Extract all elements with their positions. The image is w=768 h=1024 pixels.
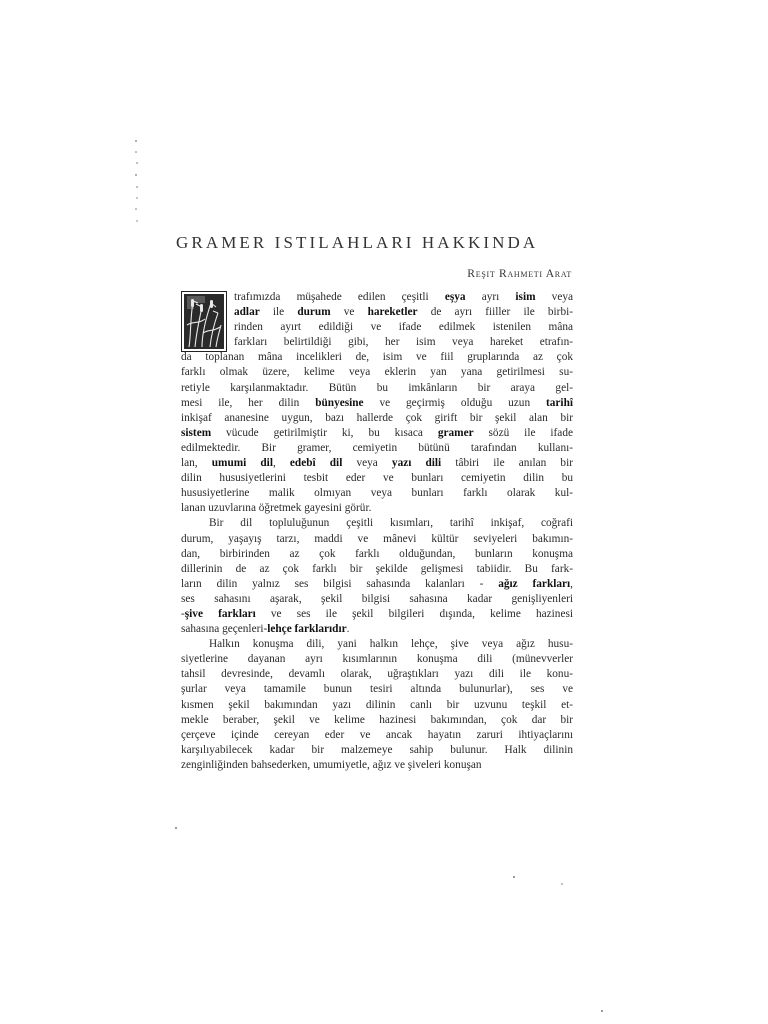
text-run: , bbox=[570, 577, 573, 590]
text-line bbox=[181, 411, 573, 426]
text-run: siyetlerine dayanan ayrı kısımlarının konuşma dili (münevverler bbox=[181, 653, 573, 666]
text-run: edilmektedir. Bir gramer, cemiyetin bütünü tarafından kullanı- bbox=[181, 441, 573, 454]
text-line bbox=[181, 441, 573, 456]
text-line bbox=[181, 396, 573, 411]
text-line bbox=[181, 758, 573, 773]
text-run: de ayrı fiiller ile birbi- bbox=[417, 306, 573, 319]
text-run: ların dilin yalnız ses bilgisi sahasında kalanları - bbox=[181, 577, 499, 590]
text-line bbox=[181, 532, 573, 547]
text-run: - bbox=[181, 607, 185, 620]
text-run: trafımızda müşahede edilen çeşitli bbox=[234, 291, 445, 303]
text-line bbox=[181, 335, 573, 350]
text-run: retiyle karşılanmaktadır. Bütün bu imkânların bir araya gel- bbox=[181, 381, 573, 394]
text-run: veya bbox=[342, 457, 392, 470]
text-line bbox=[181, 698, 573, 713]
emphasized-term: bünyesine bbox=[315, 396, 364, 409]
text-run: mesi ile, her dilin bbox=[181, 396, 316, 409]
text-line bbox=[181, 350, 573, 365]
text-run: zenginliğinden bahsederken, umumiyetle, ağız ve şiveleri konuşan bbox=[181, 758, 482, 771]
text-line bbox=[181, 607, 573, 622]
text-run: ayrı bbox=[465, 291, 516, 303]
emphasized-term: eşya bbox=[444, 291, 466, 303]
text-run: kısmen şekil bakımından yazı dilinin canlı bir uzvunu teşkil et- bbox=[181, 698, 573, 711]
text-run: , bbox=[272, 457, 290, 470]
text-run: mekle beraber, şekil ve kelime hazinesi bakımından, çok dar bir bbox=[181, 713, 573, 726]
text-line bbox=[181, 305, 573, 320]
text-line bbox=[181, 501, 573, 516]
text-run: ve geçirmiş olduğu uzun bbox=[363, 396, 546, 409]
emphasized-term: adlar bbox=[234, 306, 260, 319]
text-line bbox=[181, 592, 573, 607]
emphasized-term: edebî dil bbox=[289, 457, 343, 470]
emphasized-term: ağız farkları bbox=[498, 577, 571, 590]
text-line bbox=[181, 547, 573, 562]
paragraph bbox=[181, 516, 573, 637]
text-line bbox=[181, 652, 573, 667]
text-run: farklı olmak üzere, kelime veya eklerin yan yana getirilmesi su- bbox=[181, 366, 573, 379]
text-run: ile bbox=[259, 306, 298, 319]
emphasized-term: isim bbox=[515, 291, 536, 303]
text-line bbox=[181, 577, 573, 592]
text-run: lan, bbox=[181, 457, 212, 470]
text-run: sözü ile ifade bbox=[473, 426, 573, 439]
text-line bbox=[181, 622, 573, 637]
paragraph bbox=[181, 637, 573, 773]
text-run: Bir dil topluluğunun çeşitli kısımları, tarihî inkişaf, coğrafi bbox=[209, 517, 573, 530]
text-line bbox=[181, 562, 573, 577]
article-body bbox=[181, 290, 573, 773]
text-run: ve bbox=[330, 306, 368, 319]
text-line bbox=[181, 516, 573, 531]
text-run: farkları belirtildiği gibi, her isim veya hareket etrafın- bbox=[234, 336, 573, 349]
text-run: çerçeve içinde cereyan eder ve ancak hayatın zaruri ihtiyaçlarını bbox=[181, 728, 573, 741]
text-line bbox=[181, 486, 573, 501]
text-line bbox=[181, 320, 573, 335]
emphasized-term: şive farkları bbox=[184, 607, 256, 620]
text-run: ses sahasını aşarak, şekil bilgisi sahasına kadar genişliyenleri bbox=[181, 592, 573, 605]
text-run: sahasına geçenleri- bbox=[181, 623, 268, 636]
emphasized-term: yazı dili bbox=[391, 457, 442, 470]
article-title: GRAMER ISTILAHLARI HAKKINDA bbox=[176, 233, 539, 252]
text-run: da toplanan mâna incelikleri de, isim ve fiil gruplarında az çok bbox=[181, 351, 573, 364]
text-run: Halkın konuşma dili, yani halkın lehçe, şive veya ağız husu- bbox=[209, 638, 573, 651]
paragraph bbox=[181, 290, 573, 516]
text-run: tâbiri ile anılan bir bbox=[441, 457, 573, 470]
emphasized-term: tarihî bbox=[546, 396, 573, 409]
text-run: şurlar veya tamamile bunun tesiri altında bulunurlar), ses ve bbox=[181, 683, 573, 696]
text-run: inkişaf ananesine uygun, bazı hallerde çok girift bir şekil alan bir bbox=[181, 411, 573, 424]
text-line bbox=[181, 682, 573, 697]
emphasized-term: umumi dil bbox=[211, 457, 273, 470]
text-line bbox=[181, 381, 573, 396]
text-run: tahsil devresinde, devamlı olarak, uğraştıkları yazı dili ile konu- bbox=[181, 668, 573, 681]
text-run: . bbox=[346, 623, 350, 636]
text-line bbox=[181, 728, 573, 743]
emphasized-term: hareketler bbox=[367, 306, 418, 319]
text-run: hususiyetlerine malik olmıyan veya bunları farklı olarak kul- bbox=[181, 487, 573, 500]
text-line bbox=[181, 713, 573, 728]
text-run: rinden ayırt edildiği ve ifade edilmek istenilen mâna bbox=[234, 321, 573, 334]
text-line bbox=[181, 471, 573, 486]
text-run: vücude getirilmiştir ki, bu kısaca bbox=[211, 426, 438, 439]
text-run: veya bbox=[535, 291, 573, 303]
text-run: dillerinin de az çok farklı bir şekilde gelişmesi tabiidir. Bu fark- bbox=[181, 562, 573, 575]
emphasized-term: sistem bbox=[181, 426, 212, 439]
text-run: durum, yaşayış tarzı, maddi ve mânevi kültür seviyeleri bakımın- bbox=[181, 532, 573, 545]
text-line bbox=[181, 667, 573, 682]
author-byline: Reşit Rahmeti Arat bbox=[467, 267, 572, 280]
emphasized-term: lehçe farklarıdır bbox=[267, 623, 347, 636]
text-line bbox=[181, 426, 573, 441]
text-line bbox=[181, 290, 573, 305]
text-run: dan, birbirinden az çok farklı olduğundan, bunların konuşma bbox=[181, 547, 573, 560]
emphasized-term: gramer bbox=[437, 426, 474, 439]
text-run: ve ses ile şekil bilgileri dışında, kelime hazinesi bbox=[255, 607, 573, 620]
text-line bbox=[181, 365, 573, 380]
text-line bbox=[181, 743, 573, 758]
text-line bbox=[181, 456, 573, 471]
text-run: dilin hususiyetlerini tesbit eder ve bunları cemiyetin dilin bu bbox=[181, 472, 573, 485]
text-run: lanan uzuvlarına öğretmek gayesini görür. bbox=[181, 502, 372, 515]
emphasized-term: durum bbox=[297, 306, 331, 319]
text-run: karşılıyabilecek kadar bir malzemeye sahip bulunur. Halk dilinin bbox=[181, 743, 573, 756]
text-line bbox=[181, 637, 573, 652]
